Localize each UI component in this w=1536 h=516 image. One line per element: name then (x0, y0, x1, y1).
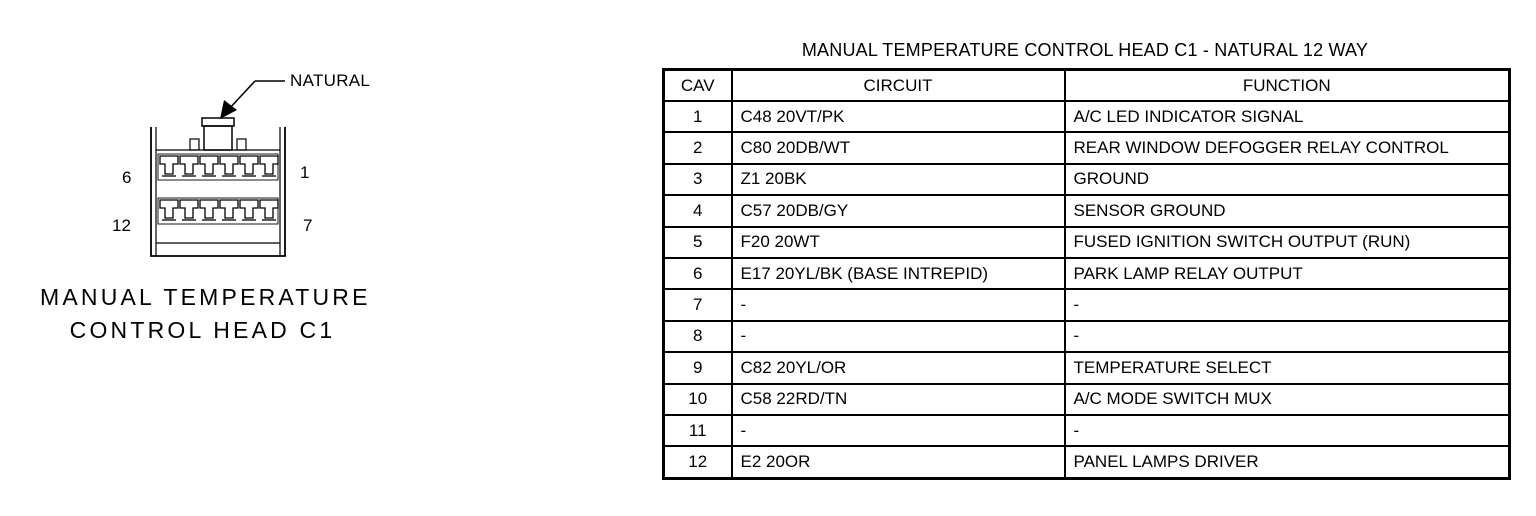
function-cell: - (1065, 415, 1510, 446)
table-row (664, 132, 1510, 163)
cav-cell: 7 (664, 289, 732, 320)
connector-caption (40, 281, 371, 347)
table-header-row (664, 70, 1510, 102)
function-cell: - (1065, 321, 1510, 352)
pin-label-bottom-right: 7 (303, 216, 313, 235)
connector-housing (151, 127, 285, 256)
cavity-terminal (160, 200, 178, 220)
cavity-terminal (240, 200, 258, 220)
cavity-terminal (200, 200, 218, 220)
cavity-array (158, 154, 278, 224)
pin-label-bottom-left: 12 (112, 216, 131, 235)
cavity-terminal (260, 156, 278, 176)
function-cell: PARK LAMP RELAY OUTPUT (1065, 258, 1510, 289)
table-row (664, 195, 1510, 226)
latch-body (204, 126, 232, 150)
pin-label-top-left: 6 (122, 168, 132, 187)
cavity-terminal (220, 200, 238, 220)
circuit-cell: C80 20DB/WT (732, 132, 1065, 163)
cav-cell: 1 (664, 101, 732, 132)
circuit-cell: F20 20WT (732, 227, 1065, 258)
header-circuit: CIRCUIT (732, 70, 1065, 102)
table-row (664, 101, 1510, 132)
function-cell: FUSED IGNITION SWITCH OUTPUT (RUN) (1065, 227, 1510, 258)
circuit-cell: - (732, 289, 1065, 320)
table-row (664, 321, 1510, 352)
function-cell: A/C LED INDICATOR SIGNAL (1065, 101, 1510, 132)
table-row (664, 258, 1510, 289)
cavity-terminal (200, 156, 218, 176)
header-function: FUNCTION (1065, 70, 1510, 102)
cav-cell: 10 (664, 384, 732, 415)
circuit-cell: C58 22RD/TN (732, 384, 1065, 415)
cav-cell: 5 (664, 227, 732, 258)
function-cell: TEMPERATURE SELECT (1065, 352, 1510, 383)
cavity-terminal (240, 156, 258, 176)
table-row (664, 164, 1510, 195)
cav-cell: 6 (664, 258, 732, 289)
circuit-cell: C82 20YL/OR (732, 352, 1065, 383)
circuit-cell: E2 20OR (732, 446, 1065, 478)
circuit-cell: C48 20VT/PK (732, 101, 1065, 132)
latch-cap (202, 118, 234, 126)
cavity-terminal (260, 200, 278, 220)
table-row (664, 289, 1510, 320)
callout-leader-diagonal (228, 81, 255, 110)
table-row (664, 415, 1510, 446)
cav-cell: 3 (664, 164, 732, 195)
table-row (664, 227, 1510, 258)
connector-drawing (100, 55, 400, 285)
header-cav: CAV (664, 70, 732, 102)
cav-cell: 9 (664, 352, 732, 383)
pin-label-top-right: 1 (300, 163, 310, 182)
circuit-cell: E17 20YL/BK (BASE INTREPID) (732, 258, 1065, 289)
table-row (664, 384, 1510, 415)
cav-cell: 11 (664, 415, 732, 446)
function-cell: PANEL LAMPS DRIVER (1065, 446, 1510, 478)
function-cell: SENSOR GROUND (1065, 195, 1510, 226)
table-row (664, 446, 1510, 478)
cavity-terminal (180, 200, 198, 220)
connector-caption-line1: MANUAL TEMPERATURE (40, 284, 371, 310)
connector-caption-line2: CONTROL HEAD C1 (69, 317, 336, 343)
pinout-table-title: MANUAL TEMPERATURE CONTROL HEAD C1 - NATURAL 12 WAY (801, 40, 1369, 60)
circuit-cell: - (732, 415, 1065, 446)
connector-inner-wall (156, 127, 280, 243)
circuit-cell: Z1 20BK (732, 164, 1065, 195)
cav-cell: 8 (664, 321, 732, 352)
callout-label: NATURAL (290, 71, 371, 90)
cav-cell: 12 (664, 446, 732, 478)
cav-cell: 4 (664, 195, 732, 226)
table-row (664, 352, 1510, 383)
latch-tab-left (190, 139, 199, 150)
cav-cell: 2 (664, 132, 732, 163)
function-cell: - (1065, 289, 1510, 320)
circuit-cell: - (732, 321, 1065, 352)
circuit-cell: C57 20DB/GY (732, 195, 1065, 226)
pinout-table (662, 68, 1511, 480)
function-cell: A/C MODE SWITCH MUX (1065, 384, 1510, 415)
cavity-terminal (220, 156, 238, 176)
function-cell: REAR WINDOW DEFOGGER RELAY CONTROL (1065, 132, 1510, 163)
cavity-terminal (180, 156, 198, 176)
latch-tab-right (237, 139, 246, 150)
function-cell: GROUND (1065, 164, 1510, 195)
cavity-terminal (160, 156, 178, 176)
